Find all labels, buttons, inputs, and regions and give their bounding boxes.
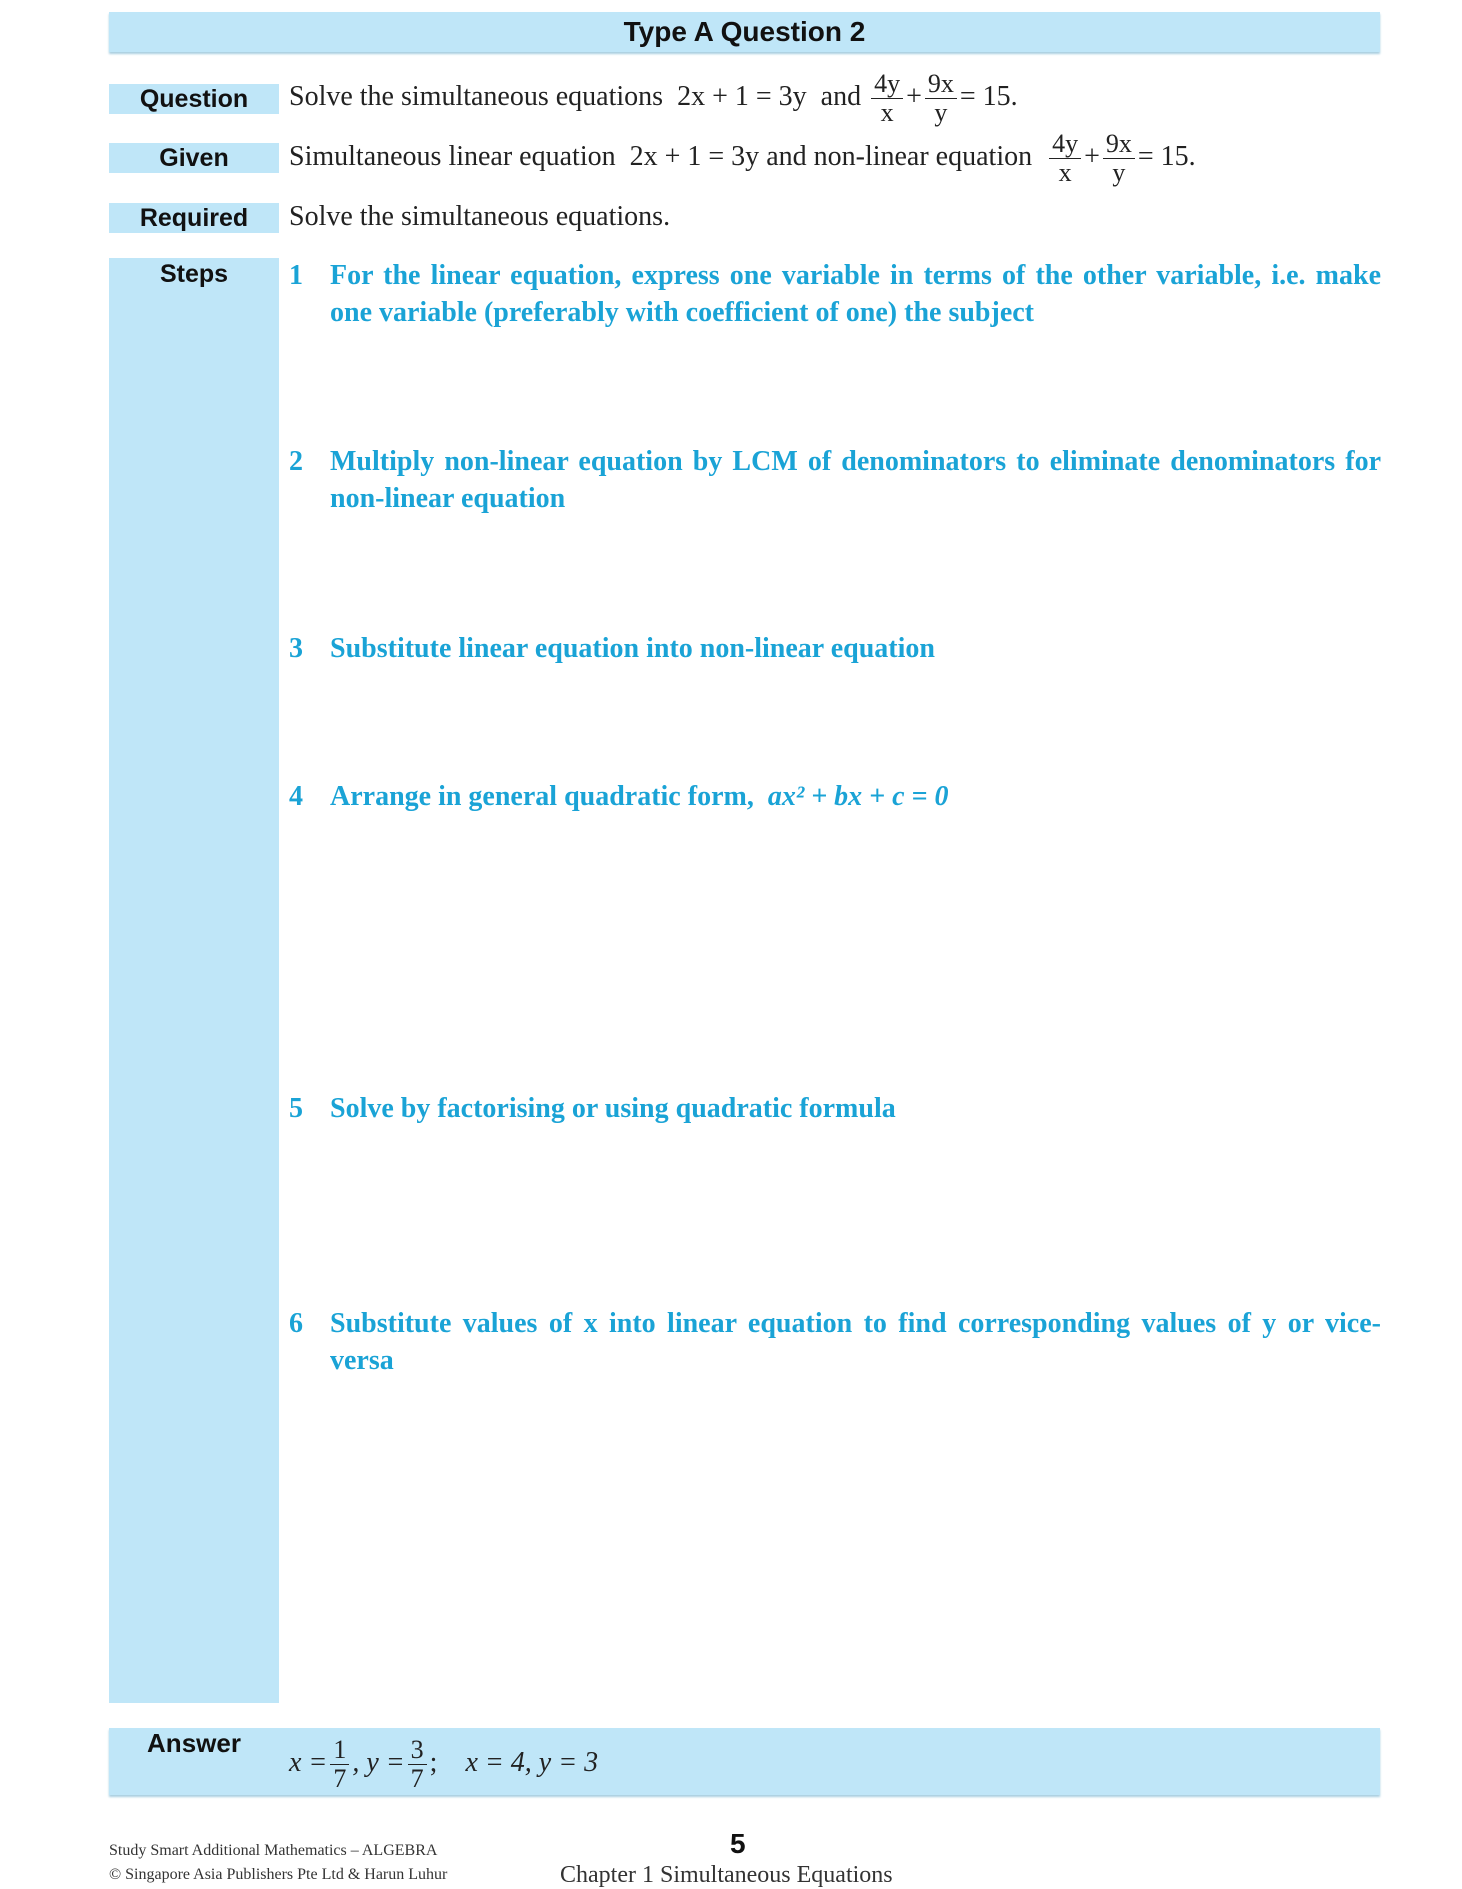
steps-column [109,258,279,1703]
step-2: 2 Multiply non-linear equation by LCM of denominators to eliminate denominators for non-linear equation [289,446,1381,514]
fraction: $\frac{9x}{y}$ [925,70,957,127]
linear-equation: 2x + 1 = 3y [629,140,760,172]
quadratic-formula: ax² + bx + c = 0 [767,781,949,812]
fraction: $\frac{9x}{y}$ [1103,130,1135,187]
step-4: 4 Arrange in general quadratic form, ax² + bx + c = 0 [289,781,949,812]
fraction: $\frac{3}{7}$ [408,1736,427,1793]
footer-book-title: Study Smart Additional Mathematics – ALGEBRA [109,1842,438,1859]
given-text: Simultaneous linear equation 2x + 1 = 3y and non-linear equation $\frac{4y}{x}$ + $\frac{9x}{y}$ = 15. [289,129,1196,187]
steps-label: Steps [159,260,229,288]
question-lead: Solve the simultaneous equations [289,80,664,112]
step-3: 3 Substitute linear equation into non-linear equation [289,633,935,664]
title-bar: Type A Question 2 [109,12,1380,52]
answer-bar [109,1728,1380,1795]
question-text: Solve the simultaneous equations 2x + 1 = 3y and $\frac{4y}{x}$ + $\frac{9x}{y}$ = 15. [289,69,1018,127]
fraction: $\frac{4y}{x}$ [871,70,903,127]
fraction: $\frac{1}{7}$ [330,1736,349,1793]
page-number: 5 [730,1828,746,1859]
required-label: Required [109,203,279,233]
fraction: $\frac{4y}{x}$ [1049,130,1081,187]
footer-chapter: Chapter 1 Simultaneous Equations [560,1862,893,1888]
required-text: Solve the simultaneous equations. [289,201,671,232]
answer-label: Answer [147,1728,241,1758]
question-label: Question [109,84,279,114]
given-label: Given [109,143,279,173]
conjunction: and [820,80,862,112]
answer-text: x = $\frac{1}{7}$ , y = $\frac{3}{7}$ ; x = 4, y = 3 [289,1735,599,1793]
linear-equation: 2x + 1 = 3y [677,80,807,112]
step-6: 6 Substitute values of x into linear equation to find corresponding values of y or vice-versa [289,1308,1381,1376]
footer-copyright: © Singapore Asia Publishers Pte Ltd & Harun Luhur [109,1866,448,1883]
step-1: 1 For the linear equation, express one variable in terms of the other variable, i.e. make one variable (preferably with coefficient of one) the subject [289,260,1381,328]
step-5: 5 Solve by factorising or using quadratic formula [289,1093,896,1124]
